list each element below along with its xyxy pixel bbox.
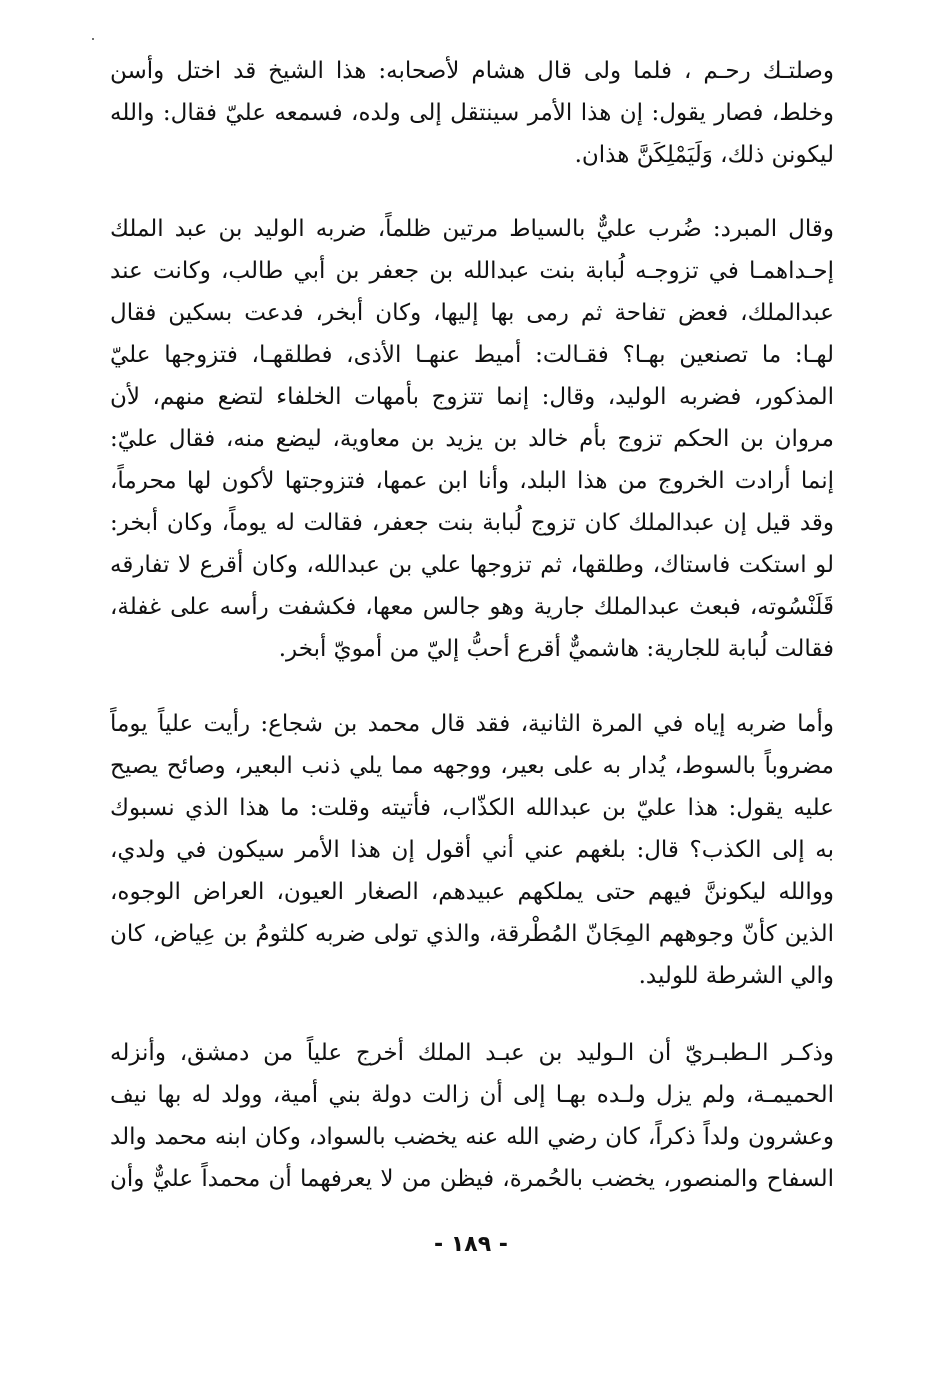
paragraph-2 (110, 208, 834, 670)
text-line: ليكونن ذلك، وَلَيَمْلِكَنَّ هذان. (574, 142, 834, 168)
text-line: مضروباً بالسوط، يُدار به على بعير، ووجهه مما يلي ذنب البعير، وصائح يصيح (110, 753, 834, 779)
paragraph-1 (110, 50, 834, 176)
text-line: إنما أرادت الخروج من هذا البلد، وأنا ابن عمها، فتزوجتها لأكون لها محرماً، (110, 468, 834, 494)
text-line: الذين كأنّ وجوههم المِجَانّ المُطْرقة، والذي تولى ضربه كلثومُ بن عِياض، كان (110, 921, 834, 947)
text-line: ووالله ليكوننَّ فيهم حتى يملكهم عبيدهم، الصغار العيون، العراض الوجوه، (110, 879, 834, 905)
text-line: المذكور، فضربه الوليد، وقال: إنما تتزوج بأمهات الخلفاء لتضع منهم، لأن (110, 384, 834, 410)
text-line: وقد قيل إن عبدالملك كان تزوج لُبابة بنت جعفر، فقالت له يوماً، وكان أبخر: (110, 510, 834, 536)
text-line: عليه يقول: هذا عليّ بن عبدالله الكذّاب، فأتيته وقلت: ما هذا الذي نسبوك (110, 795, 834, 821)
text-line: به إلى الكذب؟ قال: بلغهم عني أني أقول إن هذا الأمر سيكون في ولدي، (110, 837, 834, 863)
paragraph-4 (110, 1032, 834, 1200)
text-line: لهـا: ما تصنعين بهـا؟ فقـالت: أميط عنهـا الأذى، فطلقهـا، فتزوجها عليّ (110, 342, 834, 368)
text-line: عبدالملك، فعض تفاحة ثم رمى بها إليها، وكان أبخر، فدعت بسكين فقال (110, 300, 834, 326)
text-line: الحميمـة، ولم يزل ولـده بهـا إلى أن زالت دولة بني أمية، وولد له بها نيف (110, 1082, 834, 1108)
text-line: فقالت لُبابة للجارية: هاشميٌّ أقرع أحبُّ إليّ من أمويّ أبخر. (278, 636, 834, 662)
text-line: وعشرون ولداً ذكراً، كان رضي الله عنه يخضب بالسواد، وكان ابنه محمد والد (110, 1124, 834, 1150)
page-number: - ١٨٩ - (434, 1232, 508, 1257)
text-line: وذكـر الـطبـريّ أن الـوليد بن عبـد الملك أخرج علياً من دمشق، وأنزله (110, 1040, 834, 1066)
text-line: وصلتـك رحـم ، فلما ولى قال هشام لأصحابه: هذا الشيخ قد اختل وأسن (110, 58, 834, 84)
text-line: لو استكت فاستاك، وطلقها، ثم تزوجها علي بن عبدالله، وكان أقرع لا تفارقه (110, 552, 834, 578)
text-line: السفاح والمنصور، يخضب بالحُمرة، فيظن من لا يعرفهما أن محمداً عليٌّ وأن (110, 1166, 834, 1192)
text-line: وأما ضربه إياه في المرة الثانية، فقد قال محمد بن شجاع: رأيت علياً يوماً (110, 711, 834, 737)
text-line: إحـداهمـا في تزوجـه لُبابة بنت عبدالله بن جعفر بن أبي طالب، وكانت عند (110, 258, 834, 284)
text-line: والي الشرطة للوليد. (638, 963, 834, 989)
text-line: قَلَنْسُوته، فبعث عبدالملك جارية وهو جالس معها، فكشفت رأسه على غفلة، (110, 594, 834, 620)
scan-speck (92, 38, 94, 40)
text-line: مروان بن الحكم تزوج بأم خالد بن يزيد بن معاوية، ليضع منه، فقال عليّ: (110, 426, 834, 452)
paragraph-3 (110, 703, 834, 997)
text-line: وخلط، فصار يقول: إن هذا الأمر سينتقل إلى ولده، فسمعه عليّ فقال: والله (110, 100, 834, 126)
text-line: وقال المبرد: ضُرب عليٌّ بالسياط مرتين ظلماً، ضربه الوليد بن عبد الملك (110, 216, 834, 242)
